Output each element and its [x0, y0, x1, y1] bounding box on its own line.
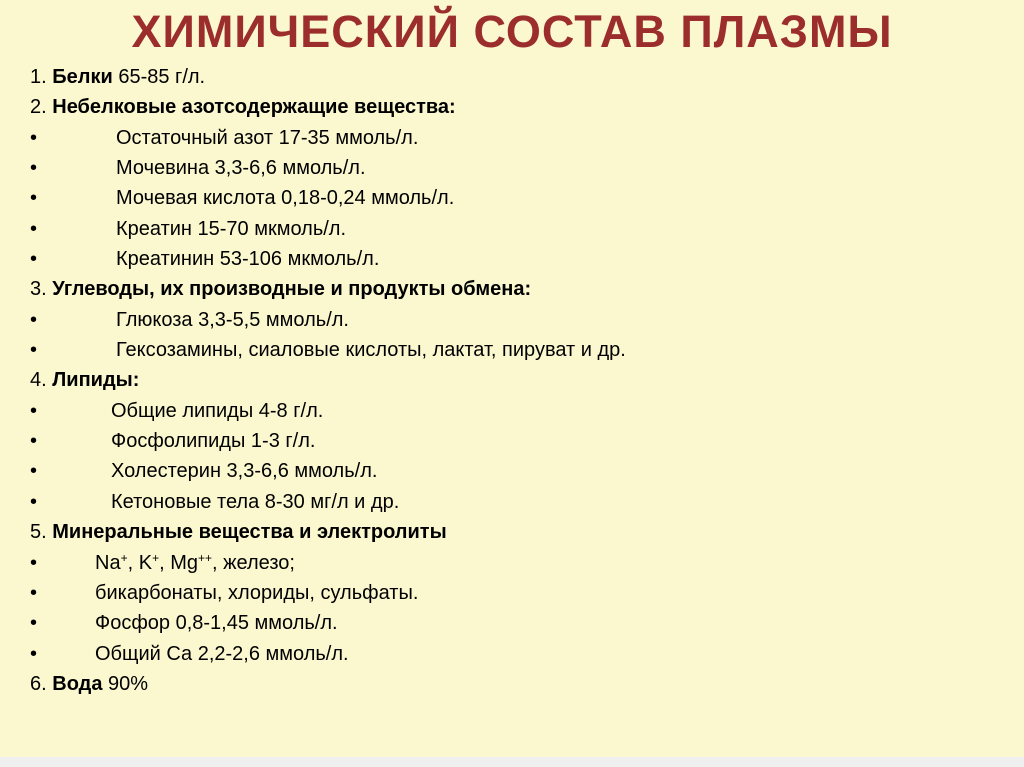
list-item-text: Креатин 15-70 мкмоль/л. — [116, 217, 347, 240]
list-item — [30, 608, 1010, 638]
bullet-icon: • — [30, 126, 38, 149]
slide-title: ХИМИЧЕСКИЙ СОСТАВ ПЛАЗМЫ — [131, 6, 893, 57]
list-item-ions — [30, 548, 1010, 578]
section-heading: Липиды: — [52, 369, 140, 392]
section-value: 65-85 г/л. — [112, 66, 206, 88]
ion-magnesium: Mg — [170, 551, 198, 574]
list-item — [30, 335, 1010, 365]
section-number: 1. — [30, 66, 47, 88]
list-item-text: Мочевая кислота 0,18-0,24 ммоль/л. — [116, 187, 455, 210]
plasma-composition-list — [30, 62, 1010, 699]
list-item-text: Холестерин 3,3-6,6 ммоль/л. — [111, 460, 378, 483]
section-number: 5. — [30, 521, 47, 544]
bullet-icon: • — [30, 217, 38, 240]
bullet-icon: • — [30, 460, 38, 483]
section-proteins — [30, 62, 1010, 92]
list-item-text: Глюкоза 3,3-5,5 ммоль/л. — [116, 308, 349, 331]
list-item-text: Гексозамины, сиаловые кислоты, лактат, пируват и др. — [116, 339, 626, 362]
list-item-text: Общий Са 2,2-2,6 ммоль/л. — [95, 642, 349, 665]
list-item — [30, 153, 1010, 183]
list-item — [30, 244, 1010, 274]
ion-potassium: K — [138, 551, 153, 574]
section-lipids — [30, 365, 1010, 395]
ion-sodium: Na — [95, 551, 121, 574]
bullet-icon: • — [30, 248, 38, 271]
list-item — [30, 639, 1010, 669]
section-number: 6. — [30, 672, 47, 695]
bullet-icon: • — [30, 642, 38, 665]
section-value: 90% — [102, 672, 149, 695]
list-item — [30, 578, 1010, 608]
bullet-icon: • — [30, 490, 38, 513]
list-item — [30, 214, 1010, 244]
list-item-text: Остаточный азот 17-35 ммоль/л. — [116, 126, 419, 149]
bullet-icon: • — [30, 308, 38, 331]
section-heading: Углеводы, их производные и продукты обмена: — [52, 278, 532, 301]
ion-magnesium-charge: ++ — [198, 550, 213, 565]
list-item-text: Фосфолипиды 1-3 г/л. — [111, 430, 316, 453]
list-item-text: Общие липиды 4-8 г/л. — [111, 399, 324, 422]
ion-potassium-charge: + — [152, 550, 160, 565]
list-item-text: Фосфор 0,8-1,45 ммоль/л. — [95, 612, 338, 635]
list-item — [30, 305, 1010, 335]
list-item — [30, 396, 1010, 426]
section-number: 2. — [30, 96, 47, 119]
section-number: 4. — [30, 369, 47, 392]
bullet-icon: • — [30, 551, 38, 574]
list-item — [30, 456, 1010, 486]
bullet-icon: • — [30, 612, 38, 635]
section-water — [30, 669, 1010, 699]
bullet-icon: • — [30, 339, 38, 362]
list-item — [30, 123, 1010, 153]
ion-iron-text: , железо; — [212, 551, 295, 574]
bottom-bar — [0, 757, 1024, 767]
section-heading: Белки — [52, 66, 113, 88]
bullet-icon: • — [30, 187, 38, 210]
section-number: 3. — [30, 278, 47, 301]
section-heading: Небелковые азотсодержащие вещества: — [52, 96, 456, 119]
bullet-icon: • — [30, 157, 38, 180]
list-item-text: Креатинин 53-106 мкмоль/л. — [116, 248, 380, 271]
section-nitrogen — [30, 92, 1010, 122]
list-item-text: Na+, K+, Mg++, железо; — [95, 550, 295, 574]
ion-sodium-charge: + — [120, 550, 128, 565]
section-carbohydrates — [30, 274, 1010, 304]
list-item — [30, 426, 1010, 456]
section-heading: Минеральные вещества и электролиты — [52, 521, 447, 544]
bullet-icon: • — [30, 581, 38, 604]
list-item-text: Мочевина 3,3-6,6 ммоль/л. — [116, 157, 366, 180]
section-heading: Вода — [52, 672, 103, 695]
section-minerals — [30, 517, 1010, 547]
list-item-text: бикарбонаты, хлориды, сульфаты. — [95, 581, 419, 604]
bullet-icon: • — [30, 399, 38, 422]
list-item — [30, 487, 1010, 517]
list-item-text: Кетоновые тела 8-30 мг/л и др. — [111, 490, 400, 513]
list-item — [30, 183, 1010, 213]
bullet-icon: • — [30, 430, 38, 453]
